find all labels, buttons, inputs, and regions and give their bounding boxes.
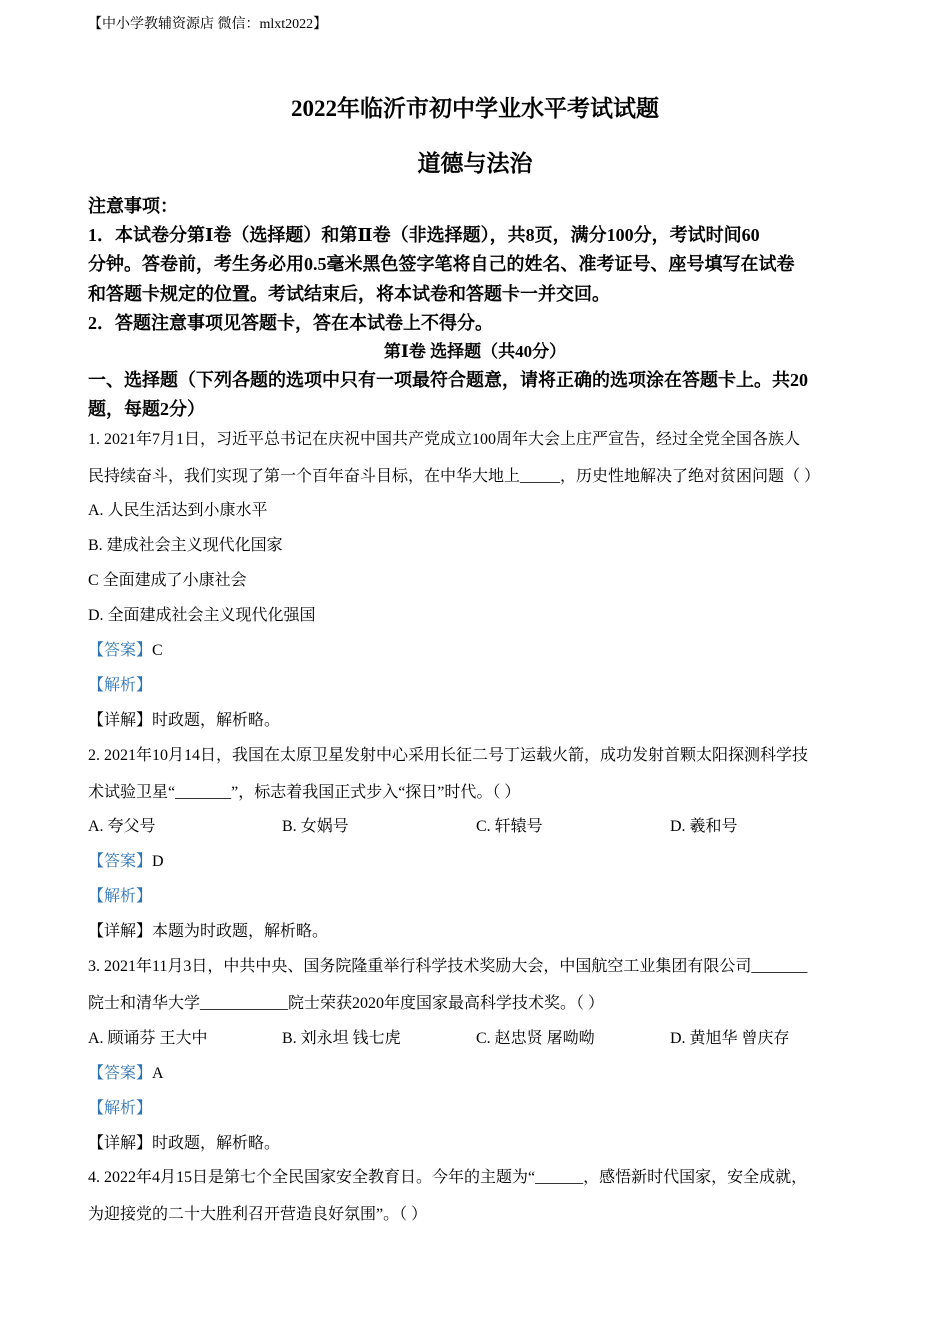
option-a: A. 顾诵芬 王大中: [88, 1030, 208, 1047]
analysis-label: 【解析】: [88, 888, 153, 905]
option-c: C. 赵忠贤 屠呦呦: [476, 1030, 595, 1047]
detail-line: 【详解】时政题，解析略。: [88, 712, 281, 729]
option-c: C 全面建成了小康社会: [88, 572, 247, 589]
notes-heading: 注意事项：: [88, 196, 178, 216]
answer-label: 【答案】: [88, 853, 153, 870]
question-stem: 4. 2022年4月15日是第七个全民国家安全教育日。今年的主题为“______，感悟新时代国家，安全成就，: [88, 1169, 808, 1186]
detail-line: 【详解】时政题，解析略。: [88, 1135, 281, 1152]
question-stem: 院士和清华大学___________院士荣获2020年度国家最高科学技术奖。（ ）: [88, 995, 605, 1012]
option-b: B. 建成社会主义现代化国家: [88, 537, 283, 554]
option-b: B. 女娲号: [282, 818, 349, 835]
question-stem: 术试验卫星“_______”，标志着我国正式步入“探日”时代。（ ）: [88, 784, 521, 801]
answer-value: A: [152, 1065, 164, 1082]
option-d: D. 全面建成社会主义现代化强国: [88, 607, 316, 624]
option-c: C. 轩辕号: [476, 818, 543, 835]
answer-line: [88, 848, 164, 871]
analysis-label: 【解析】: [88, 1100, 153, 1117]
option-d: D. 黄旭华 曾庆存: [670, 1030, 790, 1047]
section-title: 第Ⅰ卷 选择题（共40分）: [383, 342, 567, 361]
option-b: B. 刘永坦 钱七虎: [282, 1030, 401, 1047]
page-header: 【中小学教辅资源店 微信：mlxt2022】: [88, 17, 328, 32]
question-stem: 为迎接党的二十大胜利召开营造良好氛围”。（ ）: [88, 1206, 428, 1223]
analysis-label: 【解析】: [88, 677, 153, 694]
option-a: A. 人民生活达到小康水平: [88, 502, 268, 519]
question-stem: 3. 2021年11月3日，中共中央、国务院隆重举行科学技术奖励大会，中国航空工业集团有限公司_______: [88, 958, 808, 975]
answer-line: [88, 637, 163, 660]
answer-label: 【答案】: [88, 642, 153, 659]
question-stem: 2. 2021年10月14日，我国在太原卫星发射中心采用长征二号丁运载火箭，成功发射首颗太阳探测科学技: [88, 747, 809, 764]
subject-title: 道德与法治: [417, 151, 533, 176]
answer-label: 【答案】: [88, 1065, 153, 1082]
answer-value: D: [152, 853, 164, 870]
answer-value: C: [152, 642, 163, 659]
answer-line: [88, 1060, 164, 1083]
question-stem: 民持续奋斗，我们实现了第一个百年奋斗目标，在中华大地上_____，历史性地解决了绝对贫困问题（ ）: [88, 468, 821, 485]
notes-line: 和答题卡规定的位置。考试结束后，将本试卷和答题卡一并交回。: [88, 284, 610, 304]
section-instruction: 一、选择题（下列各题的选项中只有一项最符合题意，请将正确的选项涂在答题卡上。共20: [88, 370, 808, 390]
option-a: A. 夸父号: [88, 818, 156, 835]
option-d: D. 羲和号: [670, 818, 738, 835]
question-stem: 1. 2021年7月1日，习近平总书记在庆祝中国共产党成立100周年大会上庄严宣告，经过全党全国各族人: [88, 431, 801, 448]
notes-line: 1．本试卷分第Ⅰ卷（选择题）和第Ⅱ卷（非选择题），共8页，满分100分，考试时间60: [88, 225, 760, 245]
notes-line: 分钟。答卷前，考生务必用0.5毫米黑色签字笔将自己的姓名、准考证号、座号填写在试卷: [88, 254, 795, 274]
exam-title: 2022年临沂市初中学业水平考试试题: [291, 96, 659, 121]
detail-line: 【详解】本题为时政题，解析略。: [88, 923, 329, 940]
notes-line: 2．答题注意事项见答题卡，答在本试卷上不得分。: [88, 313, 493, 333]
section-instruction: 题，每题2分）: [88, 399, 205, 419]
